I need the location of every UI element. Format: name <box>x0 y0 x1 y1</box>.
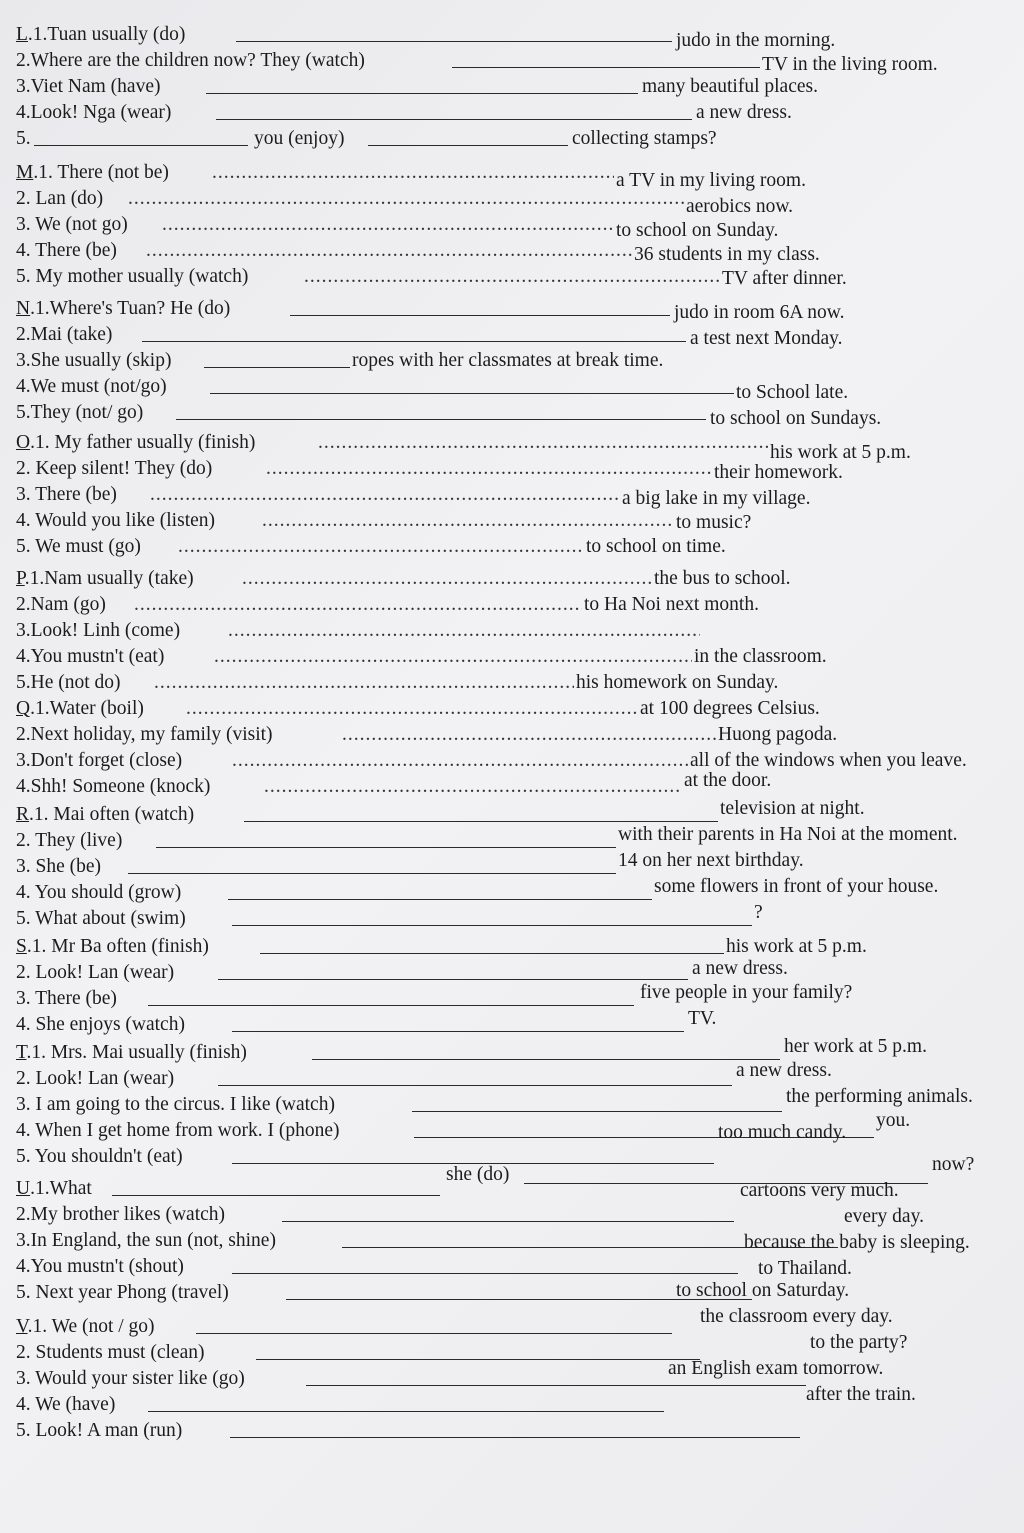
item-ending: to School late. <box>736 382 849 403</box>
item-ending: a TV in my living room. <box>616 170 806 191</box>
item-ending: at the door. <box>684 770 772 791</box>
answer-blank[interactable] <box>230 1437 800 1438</box>
answer-dotted-line[interactable] <box>242 566 652 592</box>
exercise-item <box>0 982 1024 1012</box>
section-letter: Q <box>16 698 31 719</box>
item-ending: judo in the morning. <box>676 30 836 51</box>
item-ending: collecting stamps? <box>572 128 717 149</box>
item-prompt: 3.She usually (skip) <box>16 350 172 371</box>
answer-blank[interactable] <box>196 1333 672 1334</box>
item-ending: 36 students in my class. <box>634 244 820 265</box>
item-prompt: 2. Look! Lan (wear) <box>16 1068 175 1089</box>
exercise-item <box>0 348 1024 374</box>
item-prompt: 3.Look! Linh (come) <box>16 620 181 641</box>
item-prompt: 5. You shouldn't (eat) <box>16 1146 183 1167</box>
item-ending: many beautiful places. <box>642 76 818 97</box>
item-ending: every day. <box>844 1206 924 1227</box>
exercise-item <box>0 126 1024 152</box>
exercise-item <box>0 1086 1024 1118</box>
section-letter: V <box>16 1316 28 1337</box>
item-ending: now? <box>932 1154 975 1175</box>
exercise-item <box>0 534 1024 560</box>
exercise-item <box>0 670 1024 696</box>
exercise-item <box>0 400 1024 429</box>
answer-dotted-line[interactable] <box>232 748 688 774</box>
section-letter: T <box>16 1042 27 1063</box>
item-ending: a new dress. <box>736 1060 832 1081</box>
item-ending: after the train. <box>806 1384 916 1405</box>
answer-blank[interactable] <box>218 1085 732 1086</box>
item-prompt: 5. My mother usually (watch) <box>16 266 249 287</box>
item-prompt: 2. Look! Lan (wear) <box>16 962 175 983</box>
item-prompt: N.1.Where's Tuan? He (do) <box>16 298 231 319</box>
exercise-item <box>0 566 1024 592</box>
exercise-item <box>0 748 1024 774</box>
answer-blank[interactable] <box>148 1411 664 1412</box>
item-prompt: 4. There (be) <box>16 240 117 261</box>
answer-blank[interactable] <box>112 1195 440 1196</box>
exercise-item <box>0 212 1024 241</box>
answer-dotted-line[interactable] <box>304 264 720 290</box>
item-ending: too much candy. <box>718 1122 847 1143</box>
exercise-item <box>0 592 1024 618</box>
item-prompt: 2. They (live) <box>16 830 123 851</box>
answer-blank[interactable] <box>148 1005 634 1006</box>
item-prompt: M.1. There (not be) <box>16 162 169 183</box>
exercise-item <box>0 48 1024 74</box>
item-prompt: P.1.Nam usually (take) <box>16 568 194 589</box>
answer-dotted-line[interactable] <box>150 482 620 508</box>
answer-dotted-line[interactable] <box>342 722 716 748</box>
item-ending: to Ha Noi next month. <box>584 594 759 615</box>
item-ending: a big lake in my village. <box>622 488 811 509</box>
answer-dotted-line[interactable] <box>162 212 614 238</box>
item-prompt: 5. We must (go) <box>16 536 141 557</box>
answer-blank[interactable] <box>232 925 752 926</box>
item-prompt: 2. Lan (do) <box>16 188 104 209</box>
section-letter: R <box>16 804 30 825</box>
answer-blank[interactable] <box>290 315 670 316</box>
answer-blank[interactable] <box>260 953 724 954</box>
answer-blank[interactable] <box>206 93 638 94</box>
item-prompt: 3.In England, the sun (not, shine) <box>16 1230 276 1251</box>
answer-blank[interactable] <box>236 41 672 42</box>
exercise-item <box>0 722 1024 748</box>
exercise-item <box>0 264 1024 290</box>
item-prompt: 5. What about (swim) <box>16 908 186 929</box>
section-l <box>0 22 1024 152</box>
item-prompt: 4.You mustn't (eat) <box>16 646 165 667</box>
item-prompt: 3. She (be) <box>16 856 102 877</box>
section-q <box>0 696 1024 800</box>
answer-blank[interactable] <box>232 1273 738 1274</box>
item-ending: his work at 5 p.m. <box>770 442 911 463</box>
item-ending: five people in your family? <box>640 982 853 1003</box>
item-prompt: 3. We (not go) <box>16 214 128 235</box>
item-prompt: 3.Don't forget (close) <box>16 750 183 771</box>
answer-blank[interactable] <box>282 1221 734 1222</box>
item-prompt: 4.Shh! Someone (knock) <box>16 776 211 797</box>
item-ending: television at night. <box>720 798 865 819</box>
exercise-item <box>0 160 1024 191</box>
item-ending: the classroom every day. <box>700 1306 893 1327</box>
exercise-item <box>0 456 1024 482</box>
item-prompt: S.1. Mr Ba often (finish) <box>16 936 209 957</box>
answer-blank[interactable] <box>368 145 568 146</box>
item-prompt: 4. Would you like (listen) <box>16 510 216 531</box>
item-ending: ? <box>754 902 763 923</box>
exercise-item <box>0 1036 1024 1066</box>
exercise-item <box>0 22 1024 51</box>
item-ending: ropes with her classmates at break time. <box>352 350 664 371</box>
item-ending: in the classroom. <box>694 646 827 667</box>
item-prompt: L.1.Tuan usually (do) <box>16 24 186 45</box>
section-r <box>0 798 1024 932</box>
answer-dotted-line[interactable] <box>228 618 700 644</box>
answer-dotted-line[interactable] <box>154 670 574 696</box>
exercise-item <box>0 186 1024 217</box>
item-prompt: Q.1.Water (boil) <box>16 698 144 719</box>
exercise-item <box>0 508 1024 534</box>
item-prompt: 4.We must (not/go) <box>16 376 167 397</box>
item-ending: judo in room 6A now. <box>674 302 845 323</box>
item-ending: TV in the living room. <box>762 54 938 75</box>
section-letter: P <box>16 568 25 589</box>
item-prompt: 4.Look! Nga (wear) <box>16 102 172 123</box>
item-prompt: V.1. We (not / go) <box>16 1316 155 1337</box>
section-letter: U <box>16 1178 31 1199</box>
item-prompt: 2.Next holiday, my family (visit) <box>16 724 273 745</box>
item-prompt: 4. When I get home from work. I (phone) <box>16 1120 340 1141</box>
answer-dotted-line[interactable] <box>262 508 674 534</box>
item-prompt: 3. I am going to the circus. I like (watch) <box>16 1094 335 1115</box>
item-ending: his work at 5 p.m. <box>726 936 867 957</box>
exercise-item <box>0 644 1024 670</box>
answer-blank[interactable] <box>256 1359 700 1360</box>
item-prompt: 4.You mustn't (shout) <box>16 1256 184 1277</box>
exercise-item <box>0 618 1024 644</box>
answer-dotted-line[interactable] <box>186 696 638 722</box>
section-m <box>0 160 1024 290</box>
item-prompt: 3. Would your sister like (go) <box>16 1368 245 1389</box>
exercise-item <box>0 696 1024 722</box>
section-letter: S <box>16 936 27 957</box>
item-prompt-mid: she (do) <box>446 1164 510 1185</box>
item-prompt: T.1. Mrs. Mai usually (finish) <box>16 1042 247 1063</box>
answer-blank[interactable] <box>312 1059 780 1060</box>
item-ending: Huong pagoda. <box>718 724 838 745</box>
answer-blank[interactable] <box>142 341 686 342</box>
exercise-item <box>0 902 1024 932</box>
answer-blank[interactable] <box>232 1031 684 1032</box>
exercise-item <box>0 322 1024 348</box>
answer-dotted-line[interactable] <box>264 774 682 800</box>
item-prompt: O.1. My father usually (finish) <box>16 432 256 453</box>
answer-blank[interactable] <box>216 119 692 120</box>
section-letter: N <box>16 298 31 319</box>
answer-dotted-line[interactable] <box>214 644 692 670</box>
answer-blank[interactable] <box>156 847 616 848</box>
item-prompt: 2.My brother likes (watch) <box>16 1204 226 1225</box>
exercise-item <box>0 430 1024 463</box>
item-ending: an English exam tomorrow. <box>668 1358 884 1379</box>
item-prompt: 5.He (not do) <box>16 672 121 693</box>
item-prompt: 5. Look! A man (run) <box>16 1420 183 1441</box>
item-ending: to the party? <box>810 1332 908 1353</box>
item-ending: 14 on her next birthday. <box>618 850 804 871</box>
item-ending: the bus to school. <box>654 568 791 589</box>
answer-blank[interactable] <box>176 419 706 420</box>
exercise-item <box>0 482 1024 508</box>
answer-blank[interactable] <box>228 899 652 900</box>
item-ending: cartoons very much. <box>740 1180 899 1201</box>
answer-dotted-line[interactable] <box>134 592 582 618</box>
item-prompt: 2. Keep silent! They (do) <box>16 458 213 479</box>
item-prompt: 4. She enjoys (watch) <box>16 1014 185 1035</box>
item-ending: the performing animals. <box>786 1086 973 1107</box>
answer-dotted-line[interactable] <box>212 160 614 186</box>
answer-dotted-line[interactable] <box>266 456 712 482</box>
answer-blank[interactable] <box>34 145 248 146</box>
item-ending: their homework. <box>714 462 843 483</box>
answer-blank[interactable] <box>210 393 734 394</box>
item-prompt: 5.They (not/ go) <box>16 402 144 423</box>
item-ending: some flowers in front of your house. <box>654 876 939 897</box>
section-letter: O <box>16 432 31 453</box>
answer-dotted-line[interactable] <box>146 238 632 264</box>
item-prompt: 3. There (be) <box>16 988 117 1009</box>
item-prompt: 5. Next year Phong (travel) <box>16 1282 229 1303</box>
item-prompt: 4. You should (grow) <box>16 882 182 903</box>
answer-dotted-line[interactable] <box>128 186 684 212</box>
item-ending: with their parents in Ha Noi at the moment. <box>618 824 958 845</box>
item-prompt: 2.Where are the children now? They (watch) <box>16 50 365 71</box>
section-n <box>0 296 1024 429</box>
item-prompt: 3.Viet Nam (have) <box>16 76 161 97</box>
answer-dotted-line[interactable] <box>178 534 584 560</box>
section-p <box>0 566 1024 696</box>
item-prompt: 2.Nam (go) <box>16 594 106 615</box>
item-ending: a new dress. <box>692 958 788 979</box>
exercise-item <box>0 876 1024 906</box>
item-prompt: 5. <box>16 128 31 149</box>
answer-blank[interactable] <box>128 873 616 874</box>
section-letter: L <box>16 24 28 45</box>
item-ending: because the baby is sleeping. <box>744 1232 970 1253</box>
item-ending: to music? <box>676 512 752 533</box>
item-ending: a new dress. <box>696 102 792 123</box>
exercise-item <box>0 100 1024 126</box>
item-prompt: 3. There (be) <box>16 484 117 505</box>
item-ending: TV after dinner. <box>722 268 847 289</box>
item-ending: all of the windows when you leave. <box>690 750 967 771</box>
item-ending: TV. <box>688 1008 717 1029</box>
answer-blank[interactable] <box>218 979 688 980</box>
item-ending: to Thailand. <box>758 1258 852 1279</box>
item-ending: to school on Sunday. <box>616 220 779 241</box>
answer-blank[interactable] <box>204 367 350 368</box>
item-ending: to school on time. <box>586 536 726 557</box>
exercise-item <box>0 934 1024 960</box>
exercise-item <box>0 770 1024 800</box>
item-prompt: R.1. Mai often (watch) <box>16 804 195 825</box>
answer-blank[interactable] <box>412 1111 782 1112</box>
item-ending: to school on Sundays. <box>710 408 882 429</box>
item-ending: a test next Monday. <box>690 328 843 349</box>
item-prompt: 4. We (have) <box>16 1394 116 1415</box>
item-ending: at 100 degrees Celsius. <box>640 698 820 719</box>
section-t <box>0 1036 1024 1170</box>
exercise-item <box>0 1110 1024 1144</box>
item-prompt: 2.Mai (take) <box>16 324 113 345</box>
item-ending: aerobics now. <box>686 196 794 217</box>
exercise-item <box>0 960 1024 986</box>
item-ending: you. <box>876 1110 911 1131</box>
section-s <box>0 934 1024 1038</box>
exercise-item <box>0 238 1024 264</box>
exercise-item <box>0 296 1024 322</box>
answer-blank[interactable] <box>306 1385 806 1386</box>
item-ending: his homework on Sunday. <box>576 672 779 693</box>
item-ending: to school on Saturday. <box>676 1280 850 1301</box>
exercise-item <box>0 824 1024 854</box>
section-letter: M <box>16 162 34 183</box>
answer-blank[interactable] <box>452 67 760 68</box>
answer-dotted-line[interactable] <box>318 430 768 456</box>
item-ending: her work at 5 p.m. <box>784 1036 927 1057</box>
item-prompt-mid: you (enjoy) <box>254 128 345 149</box>
item-prompt: U.1.What <box>16 1178 92 1199</box>
item-prompt: 2. Students must (clean) <box>16 1342 205 1363</box>
exercise-item <box>0 374 1024 403</box>
exercise-item <box>0 74 1024 100</box>
section-o <box>0 430 1024 560</box>
